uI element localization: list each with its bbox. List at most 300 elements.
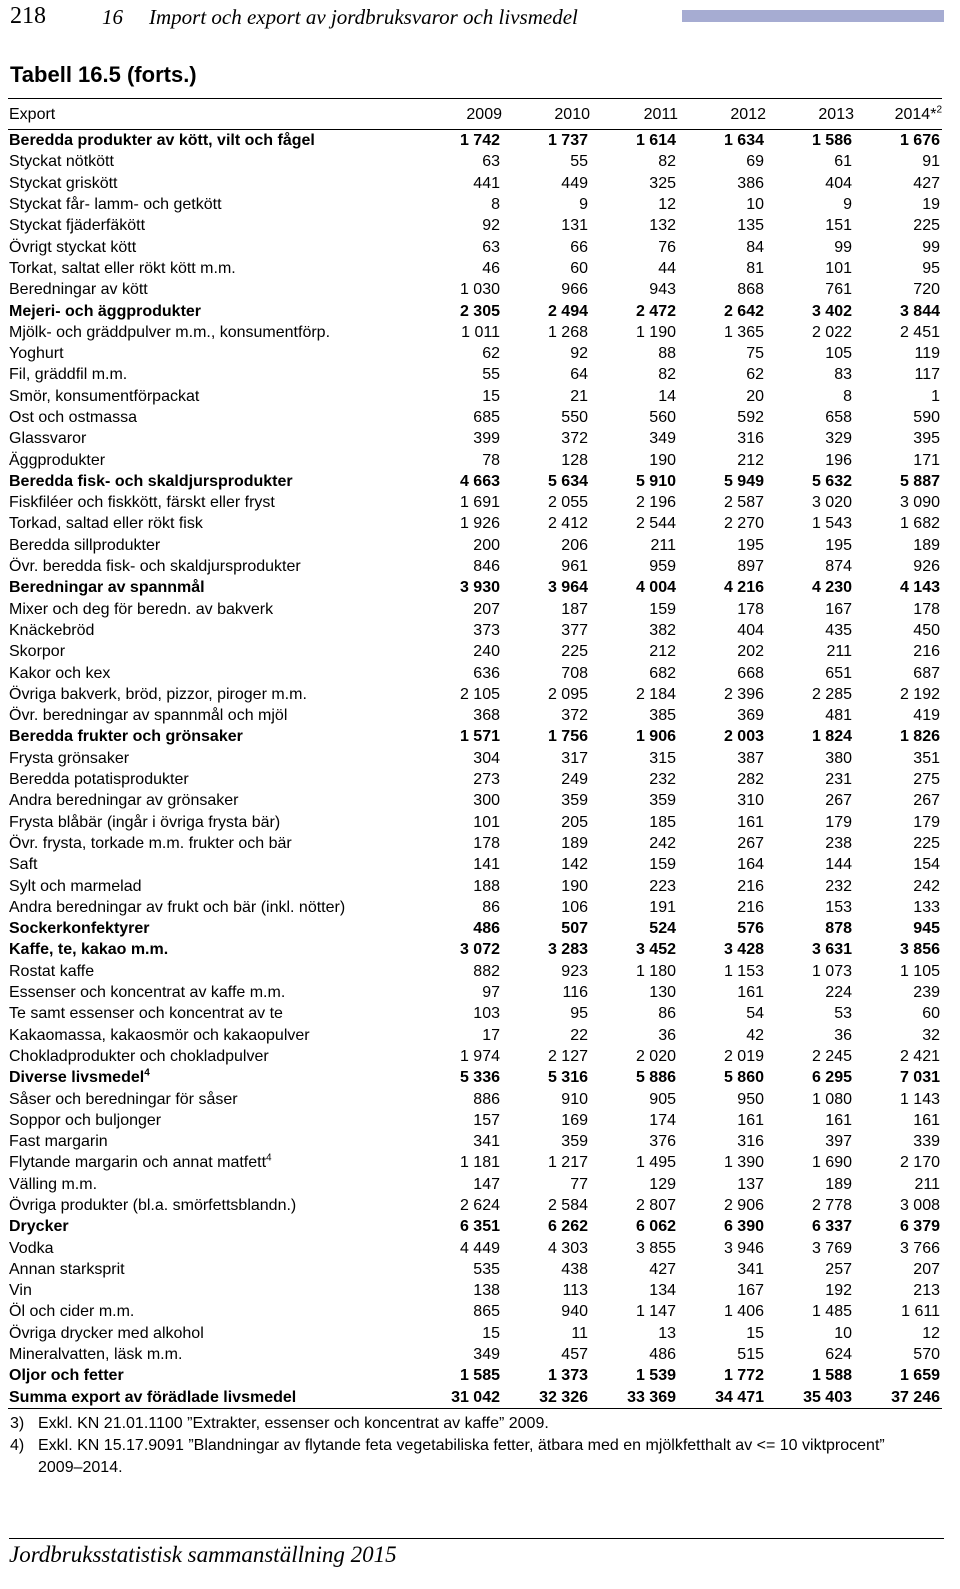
cell-value: 167 — [737, 1282, 764, 1300]
table-row — [8, 194, 942, 215]
cell-value: 3 631 — [811, 941, 852, 959]
page-number: 218 — [10, 3, 46, 29]
table-row — [8, 492, 942, 513]
cell-value: 133 — [913, 898, 940, 916]
row-label — [8, 1344, 414, 1365]
cell-value: 560 — [649, 409, 676, 426]
table-row — [8, 1237, 942, 1258]
cell-value: 19 — [922, 196, 940, 214]
cell-value: 10 — [746, 196, 764, 214]
cell-value: 658 — [825, 409, 852, 426]
cell-value: 189 — [561, 834, 588, 852]
cell-value: 151 — [825, 217, 852, 235]
table-row — [8, 769, 942, 790]
cell-value: 101 — [473, 813, 500, 831]
row-label-text: Flytande margarin och annat matfett — [9, 1154, 267, 1172]
cell-value: 11 — [571, 1324, 588, 1342]
cell-value: 81 — [746, 259, 764, 277]
cell-value: 14 — [658, 387, 676, 405]
row-label-text: Styckat fjäderfäkött — [9, 217, 146, 235]
cell-value: 441 — [473, 174, 500, 192]
cell-value: 42 — [746, 1026, 764, 1044]
cell-value: 129 — [649, 1175, 676, 1193]
footnote-ref: 4 — [266, 1153, 272, 1165]
cell-value: 2 019 — [723, 1047, 764, 1065]
cell-value: 1 153 — [723, 962, 764, 980]
row-label-text: Styckat nötkött — [9, 153, 114, 171]
row-label-text: Knäckebröd — [9, 621, 95, 639]
row-label — [8, 1195, 414, 1216]
cell-value: 231 — [825, 771, 852, 789]
cell-value: 438 — [561, 1260, 588, 1278]
cell-value: 53 — [834, 1005, 852, 1023]
cell-value: 351 — [913, 749, 940, 767]
chapter-number: 16 — [102, 5, 123, 29]
column-header-2010: 2010 — [502, 99, 590, 130]
table-row — [8, 1046, 942, 1067]
table-row — [8, 236, 942, 257]
cell-value: 550 — [561, 409, 588, 426]
cell-value: 1 826 — [899, 728, 940, 746]
cell-value: 60 — [922, 1005, 940, 1023]
cell-value: 6 351 — [459, 1218, 500, 1236]
table-row — [8, 1195, 942, 1216]
cell-value: 153 — [825, 898, 852, 916]
cell-value: 128 — [561, 451, 588, 469]
table-row — [8, 875, 942, 896]
cell-value: 169 — [561, 1111, 588, 1129]
table-row — [8, 556, 942, 577]
cell-value: 36 — [658, 1026, 676, 1044]
row-label-text: Vin — [9, 1282, 32, 1300]
row-label — [8, 1365, 414, 1386]
cell-value: 75 — [746, 345, 764, 363]
cell-value: 66 — [570, 238, 588, 256]
table-row — [8, 790, 942, 811]
cell-value: 1 011 — [461, 323, 500, 341]
cell-value: 62 — [746, 366, 764, 384]
cell-value: 624 — [825, 1346, 852, 1364]
cell-value: 2 184 — [635, 685, 676, 703]
cell-value: 178 — [473, 834, 500, 852]
publication-title: Jordbruksstatistisk sammanställning 2015 — [9, 1542, 397, 1567]
cell-value: 2 494 — [547, 302, 588, 320]
row-label-text: Kakor och kex — [9, 664, 111, 682]
table-row — [8, 130, 942, 152]
export-table — [8, 98, 942, 1409]
cell-value: 15 — [746, 1324, 764, 1342]
cell-value: 33 369 — [590, 1387, 678, 1409]
cell-value: 225 — [913, 217, 940, 235]
cell-value: 6 262 — [547, 1218, 588, 1236]
row-label — [8, 173, 414, 194]
cell-value: 966 — [561, 281, 588, 299]
column-header-2013: 2013 — [766, 99, 854, 130]
cell-value: 1 539 — [635, 1367, 676, 1385]
row-label-text: Fil, gräddfil m.m. — [9, 366, 128, 384]
cell-value: 62 — [482, 345, 500, 363]
cell-value: 1 147 — [635, 1303, 676, 1321]
cell-value: 2 544 — [635, 515, 676, 533]
cell-value: 1 585 — [459, 1367, 500, 1385]
cell-value: 117 — [914, 366, 940, 384]
cell-value: 3 856 — [899, 941, 940, 959]
row-label — [8, 407, 414, 428]
table-row — [8, 1323, 942, 1344]
row-label — [8, 236, 414, 257]
cell-value: 1 365 — [723, 323, 764, 341]
row-label — [8, 769, 414, 790]
table-row — [8, 215, 942, 236]
cell-value: 200 — [473, 536, 500, 554]
cell-value: 167 — [825, 600, 852, 618]
cell-value: 216 — [913, 643, 940, 661]
cell-value: 943 — [649, 281, 676, 299]
row-label — [8, 1088, 414, 1109]
cell-value: 359 — [649, 792, 676, 810]
cell-value: 212 — [737, 451, 764, 469]
cell-value: 97 — [482, 984, 500, 1002]
table-row — [8, 705, 942, 726]
table-row — [8, 343, 942, 364]
row-label — [8, 1046, 414, 1067]
row-label-text: Glassvaror — [9, 430, 87, 448]
row-label — [8, 662, 414, 683]
table-row — [8, 961, 942, 982]
cell-value: 3 072 — [459, 941, 500, 959]
cell-value: 1 926 — [459, 515, 500, 533]
footnote-text: Exkl. KN 21.01.1100 ”Extrakter, essenser och koncentrat av kaffe” 2009. — [38, 1415, 549, 1432]
cell-value: 32 326 — [502, 1387, 590, 1409]
cell-value: 868 — [737, 281, 764, 299]
cell-value: 5 632 — [811, 472, 852, 490]
cell-value: 10 — [834, 1324, 852, 1342]
cell-value: 1 190 — [635, 323, 676, 341]
cell-value: 592 — [737, 409, 764, 426]
cell-value: 223 — [649, 877, 676, 895]
footnote-ref: 4 — [144, 1067, 150, 1079]
cell-value: 1 691 — [459, 494, 500, 512]
cell-value: 2 192 — [899, 685, 940, 703]
table-row — [8, 1216, 942, 1237]
cell-value: 2 642 — [723, 302, 764, 320]
table-title: Tabell 16.5 (forts.) — [10, 62, 197, 87]
cell-value: 950 — [737, 1090, 764, 1108]
cell-value: 427 — [649, 1260, 676, 1278]
row-label-text: Beredda produkter av kött, vilt och fågel — [9, 132, 315, 150]
row-label-text: Äggprodukter — [9, 451, 106, 469]
row-label — [8, 918, 414, 939]
cell-value: 159 — [649, 600, 676, 618]
cell-value: 315 — [649, 749, 676, 767]
cell-value: 95 — [922, 259, 940, 277]
cell-value: 154 — [913, 856, 940, 874]
row-label — [8, 875, 414, 896]
cell-value: 44 — [658, 259, 676, 277]
cell-value: 1 105 — [899, 962, 940, 980]
row-label — [8, 1280, 414, 1301]
table-row — [8, 1067, 942, 1088]
cell-value: 1 543 — [811, 515, 852, 533]
row-label — [8, 556, 414, 577]
table-row — [8, 812, 942, 833]
cell-value: 190 — [649, 451, 676, 469]
cell-value: 2 421 — [899, 1047, 940, 1065]
cell-value: 3 008 — [899, 1196, 940, 1214]
row-label-text: Andra beredningar av frukt och bär (inkl. nötter) — [9, 898, 346, 916]
cell-value: 2 412 — [547, 515, 588, 533]
cell-value: 1 756 — [547, 728, 588, 746]
cell-value: 12 — [922, 1324, 940, 1342]
row-label-text: Övriga produkter (bl.a. smörfettsblandn.) — [9, 1196, 297, 1214]
cell-value: 196 — [825, 451, 852, 469]
cell-value: 116 — [562, 984, 588, 1002]
cell-value: 55 — [570, 153, 588, 171]
cell-value: 449 — [561, 174, 588, 192]
cell-value: 242 — [649, 834, 676, 852]
table-row — [8, 1365, 942, 1386]
cell-value: 82 — [658, 153, 676, 171]
cell-value: 6 379 — [899, 1218, 940, 1236]
cell-value: 273 — [473, 771, 500, 789]
cell-value: 1 682 — [899, 515, 940, 533]
row-label-text: Kakaomassa, kakaosmör och kakaopulver — [9, 1026, 310, 1044]
header-decor-bar — [682, 10, 944, 22]
cell-value: 132 — [649, 217, 676, 235]
cell-value: 119 — [914, 345, 940, 363]
cell-value: 878 — [825, 920, 852, 938]
cell-value: 2 778 — [811, 1196, 852, 1214]
cell-value: 376 — [649, 1133, 676, 1151]
cell-value: 86 — [658, 1005, 676, 1023]
cell-value: 1 030 — [459, 281, 500, 299]
cell-value: 687 — [913, 664, 940, 682]
row-label — [8, 790, 414, 811]
cell-value: 2 305 — [459, 302, 500, 320]
cell-value: 926 — [913, 558, 940, 576]
table-row — [8, 1003, 942, 1024]
cell-value: 195 — [737, 536, 764, 554]
cell-value: 36 — [834, 1026, 852, 1044]
table-row — [8, 449, 942, 470]
cell-value: 317 — [561, 749, 588, 767]
cell-value: 141 — [473, 856, 500, 874]
row-label-text: Frysta blåbär (ingår i övriga frysta bär) — [9, 813, 281, 831]
page-footer — [9, 1538, 944, 1568]
cell-value: 3 769 — [811, 1239, 852, 1257]
row-label — [8, 1387, 414, 1409]
cell-value: 2 584 — [547, 1196, 588, 1214]
cell-value: 651 — [825, 664, 852, 682]
cell-value: 17 — [482, 1026, 500, 1044]
cell-value: 9 — [579, 196, 588, 214]
column-header-export: Export — [8, 99, 414, 130]
cell-value: 359 — [561, 792, 588, 810]
row-label-text: Beredda frukter och grönsaker — [9, 728, 243, 746]
table-row — [8, 939, 942, 960]
table-row — [8, 471, 942, 492]
table-row — [8, 151, 942, 172]
row-label-text: Fast margarin — [9, 1133, 108, 1151]
cell-value: 1 073 — [811, 962, 852, 980]
cell-value: 106 — [561, 898, 588, 916]
cell-value: 2 472 — [635, 302, 676, 320]
cell-value: 636 — [473, 664, 500, 682]
column-header-2009: 2009 — [414, 99, 502, 130]
cell-value: 179 — [913, 813, 940, 831]
row-label-text: Fiskfiléer och fiskkött, färskt eller fryst — [9, 494, 275, 512]
row-label — [8, 428, 414, 449]
cell-value: 339 — [913, 1133, 940, 1151]
cell-value: 1 373 — [547, 1367, 588, 1385]
cell-value: 3 020 — [811, 494, 852, 512]
row-label — [8, 854, 414, 875]
cell-value: 5 910 — [635, 472, 676, 490]
table-row — [8, 1024, 942, 1045]
cell-value: 142 — [561, 856, 588, 874]
cell-value: 905 — [649, 1090, 676, 1108]
column-header-2014 — [854, 99, 942, 130]
table-row — [8, 322, 942, 343]
row-label — [8, 194, 414, 215]
cell-value: 369 — [737, 707, 764, 725]
cell-value: 4 303 — [547, 1239, 588, 1257]
cell-value: 1 974 — [459, 1047, 500, 1065]
cell-value: 1 586 — [811, 132, 852, 150]
cell-value: 5 316 — [547, 1069, 588, 1087]
row-label-text: Mineralvatten, läsk m.m. — [9, 1346, 183, 1364]
table-body — [8, 130, 942, 1409]
cell-value: 481 — [825, 707, 852, 725]
row-label-text: Saft — [9, 856, 38, 874]
cell-value: 282 — [737, 771, 764, 789]
row-label — [8, 897, 414, 918]
table-row — [8, 300, 942, 321]
cell-value: 3 428 — [723, 941, 764, 959]
cell-value: 897 — [737, 558, 764, 576]
row-label — [8, 471, 414, 492]
row-label-text: Soppor och buljonger — [9, 1111, 162, 1129]
cell-value: 2 807 — [635, 1196, 676, 1214]
row-label — [8, 1152, 414, 1173]
table-row — [8, 1174, 942, 1195]
cell-value: 1 614 — [635, 132, 676, 150]
row-label — [8, 620, 414, 641]
cell-value: 88 — [658, 345, 676, 363]
row-label — [8, 641, 414, 662]
row-label-text: Te samt essenser och koncentrat av te — [9, 1005, 283, 1023]
cell-value: 886 — [473, 1090, 500, 1108]
row-label-text: Övriga drycker med alkohol — [9, 1324, 204, 1342]
cell-value: 910 — [561, 1090, 588, 1108]
cell-value: 179 — [825, 813, 852, 831]
cell-value: 95 — [570, 1005, 588, 1023]
row-label — [8, 961, 414, 982]
cell-value: 685 — [473, 409, 500, 426]
row-label-text: Öl och cider m.m. — [9, 1303, 135, 1321]
cell-value: 46 — [482, 259, 500, 277]
cell-value: 372 — [561, 430, 588, 448]
cell-value: 189 — [913, 536, 940, 554]
cell-value: 3 946 — [723, 1239, 764, 1257]
footnote-id: 4) — [10, 1437, 25, 1454]
row-label-text: Sockerkonfektyrer — [9, 920, 150, 938]
cell-value: 316 — [737, 1133, 764, 1151]
cell-value: 216 — [737, 877, 764, 895]
cell-value: 300 — [473, 792, 500, 810]
cell-value: 69 — [746, 153, 764, 171]
cell-value: 1 390 — [723, 1154, 764, 1172]
cell-value: 576 — [737, 920, 764, 938]
cell-value: 224 — [825, 984, 852, 1002]
cell-value: 189 — [825, 1175, 852, 1193]
row-label — [8, 130, 414, 152]
cell-value: 377 — [561, 621, 588, 639]
cell-value: 105 — [825, 345, 852, 363]
cell-value: 2 245 — [811, 1047, 852, 1065]
row-label-text: Drycker — [9, 1218, 69, 1236]
row-label-text: Frysta grönsaker — [9, 749, 130, 767]
footnote-text: Exkl. KN 15.17.9091 ”Blandningar av flytande feta vegetabiliska fetter, ätbara med en mjölkfetthalt av <= 10 viktprocent” 2009–2014. — [38, 1437, 885, 1476]
row-label-text: Styckat får- lamm- och getkött — [9, 196, 222, 214]
cell-value: 15 — [482, 1324, 500, 1342]
cell-value: 3 402 — [811, 302, 852, 320]
cell-value: 267 — [913, 792, 940, 810]
cell-value: 32 — [922, 1026, 940, 1044]
cell-value: 2 105 — [459, 685, 500, 703]
row-label-text: Sylt och marmelad — [9, 877, 142, 895]
cell-value: 1 — [931, 387, 940, 405]
cell-value: 35 403 — [766, 1387, 854, 1409]
cell-value: 135 — [737, 217, 764, 235]
table-row — [8, 982, 942, 1003]
cell-value: 457 — [561, 1346, 588, 1364]
cell-value: 161 — [825, 1111, 852, 1129]
row-label — [8, 1216, 414, 1237]
cell-value: 846 — [473, 558, 500, 576]
row-label-text: Torkat, saltat eller rökt kött m.m. — [9, 259, 236, 277]
cell-value: 1 659 — [899, 1367, 940, 1385]
table-row — [8, 535, 942, 556]
cell-value: 3 766 — [899, 1239, 940, 1257]
table-row — [8, 1387, 942, 1409]
cell-value: 341 — [473, 1133, 500, 1151]
cell-value: 399 — [473, 430, 500, 448]
cell-value: 8 — [491, 196, 500, 214]
cell-value: 2 624 — [459, 1196, 500, 1214]
row-label-text: Yoghurt — [9, 345, 64, 363]
cell-value: 349 — [473, 1346, 500, 1364]
row-label — [8, 386, 414, 407]
table-row — [8, 1088, 942, 1109]
cell-value: 386 — [737, 174, 764, 192]
table-row — [8, 1259, 942, 1280]
cell-value: 1 080 — [811, 1090, 852, 1108]
cell-value: 1 588 — [811, 1367, 852, 1385]
row-label-text: Kaffe, te, kakao m.m. — [9, 941, 169, 959]
cell-value: 435 — [825, 621, 852, 639]
cell-value: 3 844 — [899, 302, 940, 320]
cell-value: 373 — [473, 621, 500, 639]
cell-value: 157 — [473, 1111, 500, 1129]
row-label-text: Annan starksprit — [9, 1260, 125, 1278]
cell-value: 31 042 — [414, 1387, 502, 1409]
cell-value: 395 — [913, 430, 940, 448]
table-row — [8, 258, 942, 279]
row-label-text: Beredningar av spannmål — [9, 579, 205, 597]
table-row — [8, 748, 942, 769]
cell-value: 5 949 — [723, 472, 764, 490]
